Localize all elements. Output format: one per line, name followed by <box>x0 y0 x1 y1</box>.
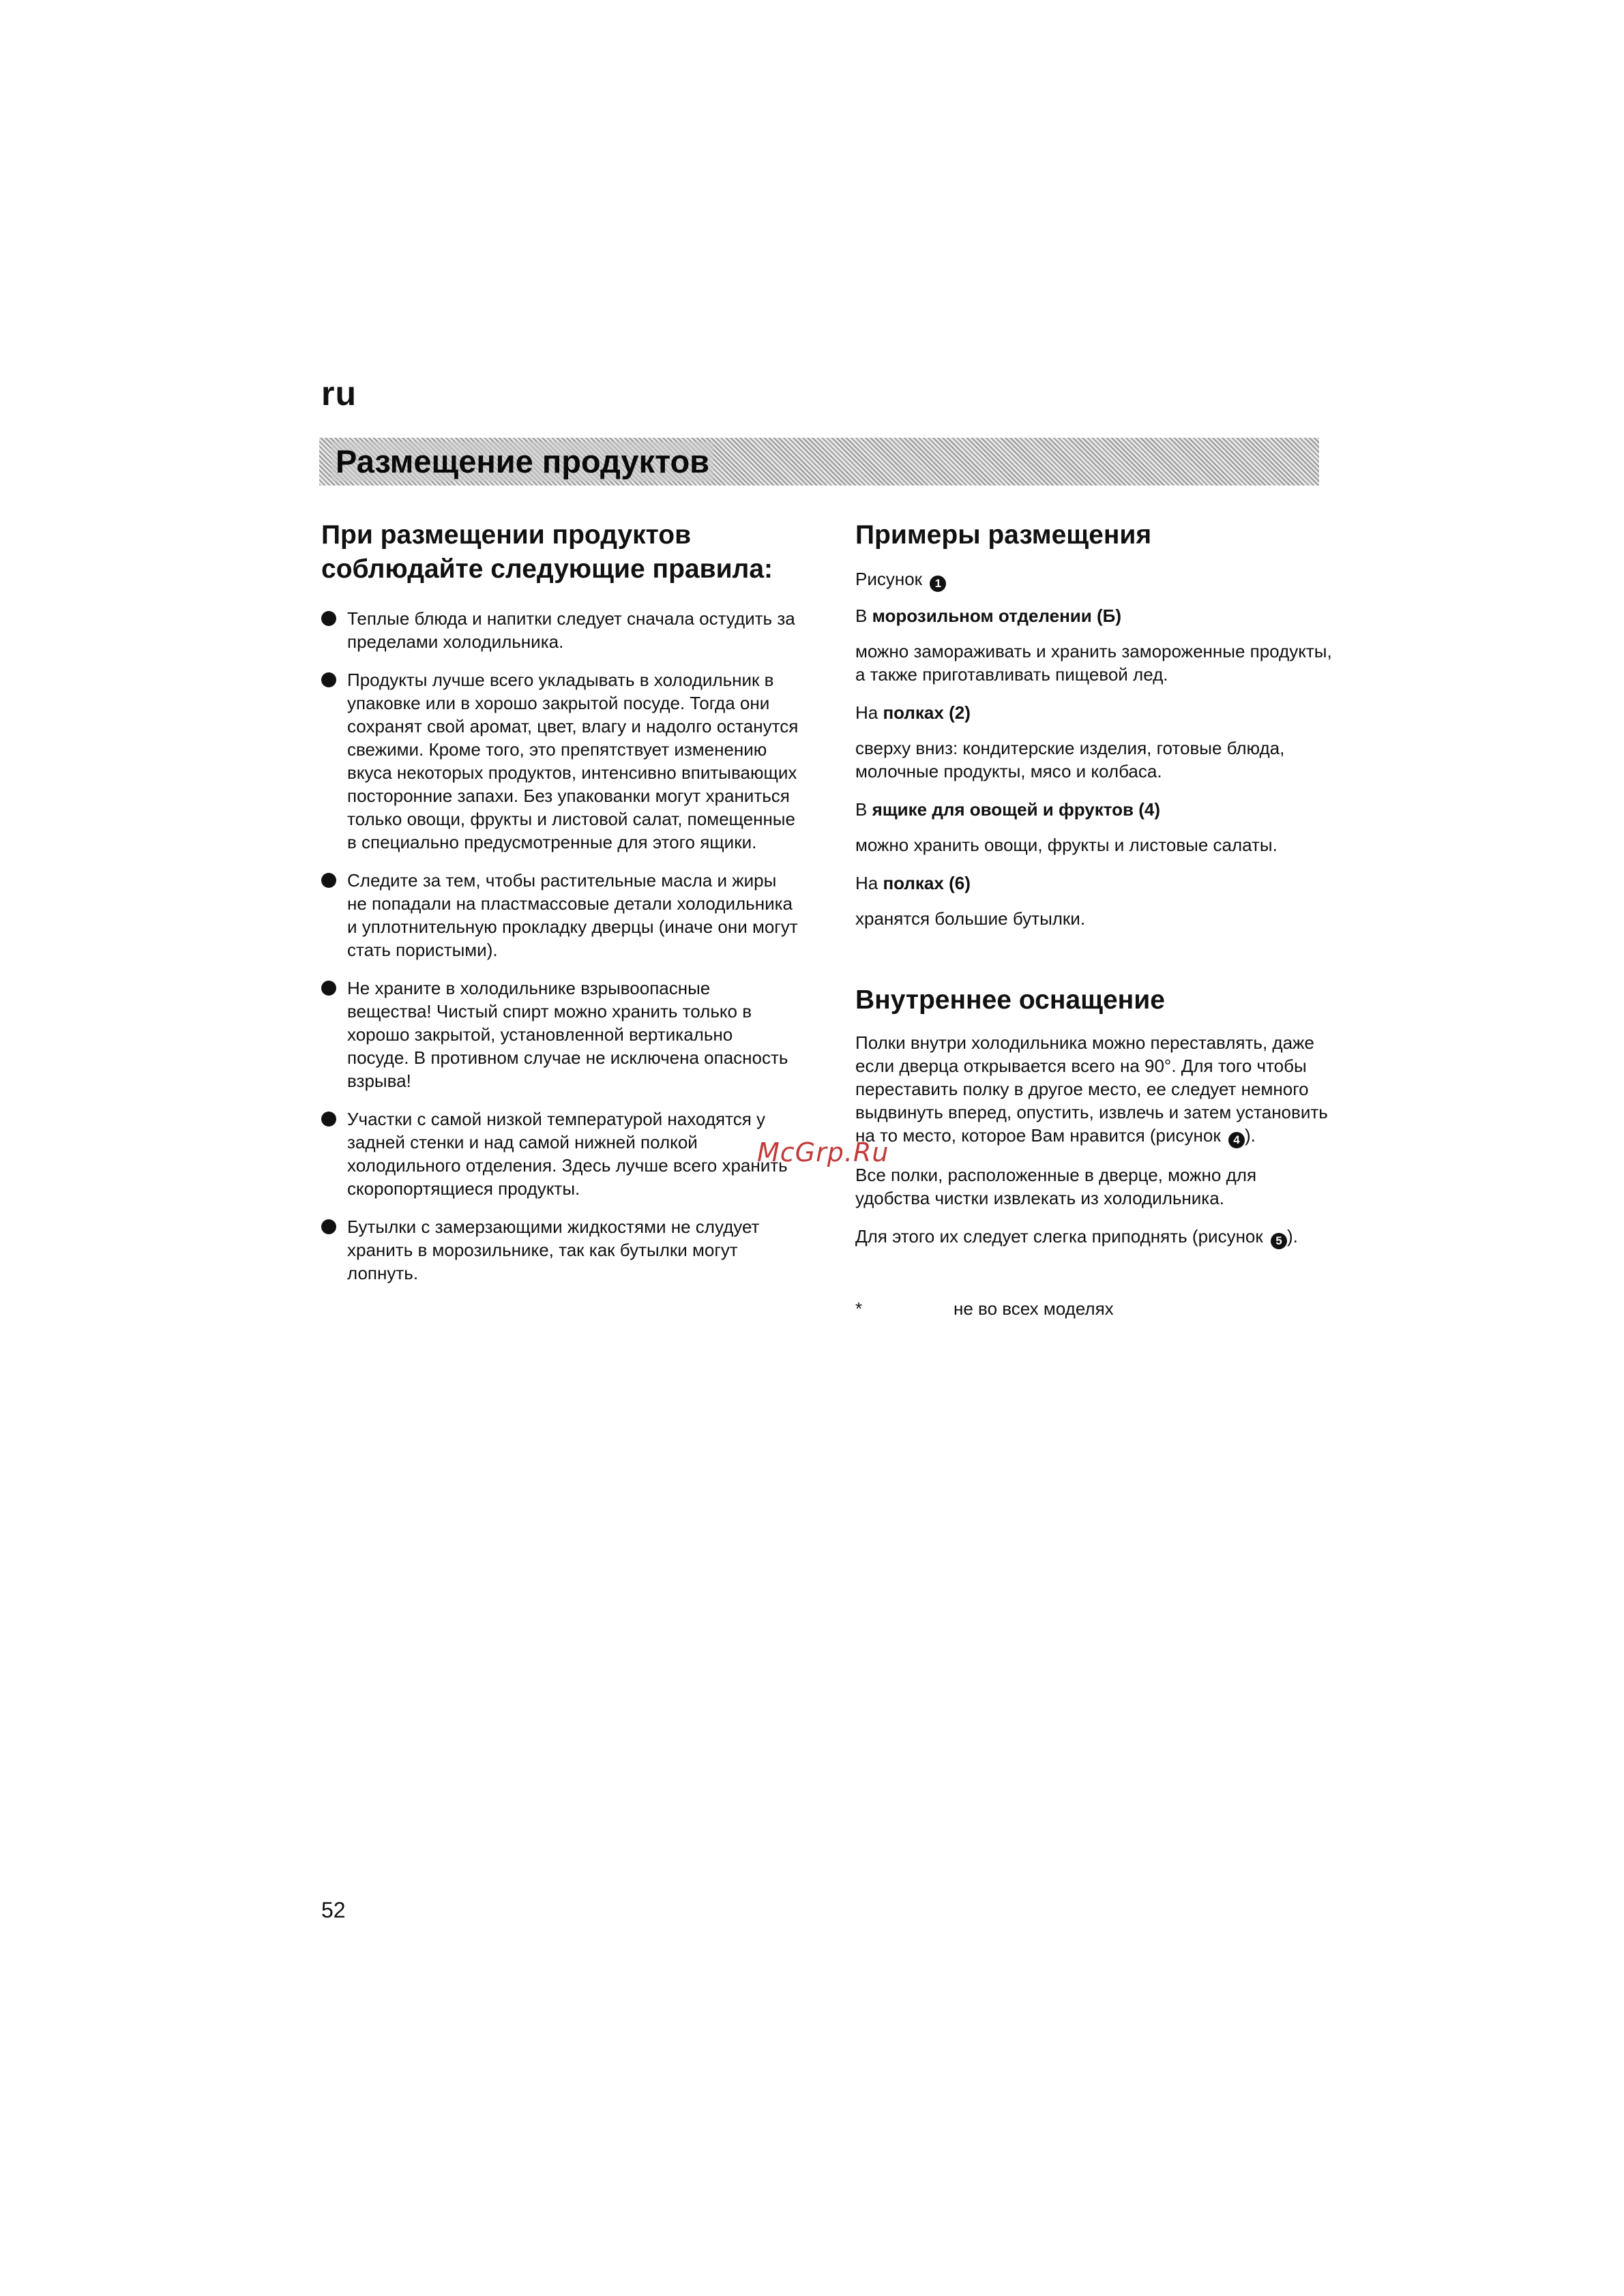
example-label: В ящике для овощей и фруктов (4) <box>855 799 1161 820</box>
bullet-icon <box>321 873 336 888</box>
language-code: ru <box>321 374 357 413</box>
equipment-paragraph: Для этого их следует слегка приподнять (рисунок 5 ). <box>855 1225 1333 1249</box>
figure-number-badge: 1 <box>930 576 946 592</box>
rule-item: Продукты лучше всего укладывать в холодильник в упаковке или в хорошо закрытой посуде. Тогда они сохранят свой аромат, цвет, влагу и надолго останутся свежими. Кроме того, это препятствует изменению вкуса некоторых продуктов, интенсивно впитывающих посторонние запахи. Без упакованки могут храниться только овощи, фрукты и листовой салат, помещенные в специально предусмотренные для этого ящики. <box>321 668 799 854</box>
rule-item: Не храните в холодильнике взрывоопасные вещества! Чистый спирт можно хранить только в хорошо закрытой, установленной вертикально посуде. В противном случае не исключена опасность взрыва! <box>321 976 799 1092</box>
rule-item: Следите за тем, чтобы растительные масла и жиры не попадали на пластмассовые детали холодильника и уплотнительную прокладку дверцы (иначе они могут стать пористыми). <box>321 869 799 961</box>
section-banner <box>319 438 1319 486</box>
figure-number-badge: 4 <box>1228 1132 1245 1148</box>
bullet-icon <box>321 1112 336 1127</box>
equipment-paragraph: Полки внутри холодильника можно переставлять, даже если дверца открывается всего на 90°. Для того чтобы переставить полку в другое место, ее следует немного выдвинуть вперед, опустить, извлечь и затем установить на то место, которое Вам нравится (рисунок 4 ). <box>855 1031 1333 1148</box>
bullet-icon <box>321 672 336 687</box>
bullet-icon <box>321 1219 336 1234</box>
bullet-icon <box>321 611 336 626</box>
example-text: можно замораживать и хранить замороженные продукты, а также приготавливать пищевой лед. <box>855 641 1332 685</box>
rule-item: Участки с самой низкой температурой находятся у задней стенки и над самой нижней полкой холодильного отделения. Здесь лучше всего хранить скоропортящиеся продукты. <box>321 1107 799 1200</box>
equipment-heading: Внутреннее оснащение <box>855 985 1165 1015</box>
watermark: McGrp.Ru <box>757 1137 889 1167</box>
examples-heading: Примеры размещения <box>855 520 1152 550</box>
example-text: хранятся большие бутылки. <box>855 908 1086 929</box>
example-label: На полках (6) <box>855 873 971 893</box>
equipment-paragraph: Все полки, расположенные в дверце, можно для удобства чистки извлекать из холодильника. <box>855 1165 1257 1208</box>
footnote-mark: * <box>855 1298 863 1319</box>
rule-item: Бутылки с замерзающими жидкостями не слудует хранить в морозильнике, так как бутылки могут лопнуть. <box>321 1215 799 1285</box>
rules-heading: При размещении продуктов соблюдайте следующие правила: <box>321 520 773 584</box>
page-number: 52 <box>321 1898 346 1922</box>
figure-reference: Рисунок 1 <box>855 567 1333 592</box>
bullet-icon <box>321 981 336 996</box>
figure-number-badge: 5 <box>1271 1233 1287 1249</box>
example-text: можно хранить овощи, фрукты и листовые салаты. <box>855 835 1278 855</box>
left-column <box>321 518 799 1300</box>
rule-item: Теплые блюда и напитки следует сначала остудить за пределами холодильника. <box>321 607 799 653</box>
footnote-text: не во всех моделях <box>954 1298 1114 1319</box>
right-column <box>855 518 1333 1320</box>
example-label: В морозильном отделении (Б) <box>855 606 1121 626</box>
section-title: Размещение продуктов <box>331 442 713 481</box>
footnote <box>855 1297 1333 1320</box>
example-text: сверху вниз: кондитерские изделия, готовые блюда, молочные продукты, мясо и колбаса. <box>855 738 1285 781</box>
rules-list <box>321 607 799 1285</box>
example-label: На полках (2) <box>855 702 971 723</box>
